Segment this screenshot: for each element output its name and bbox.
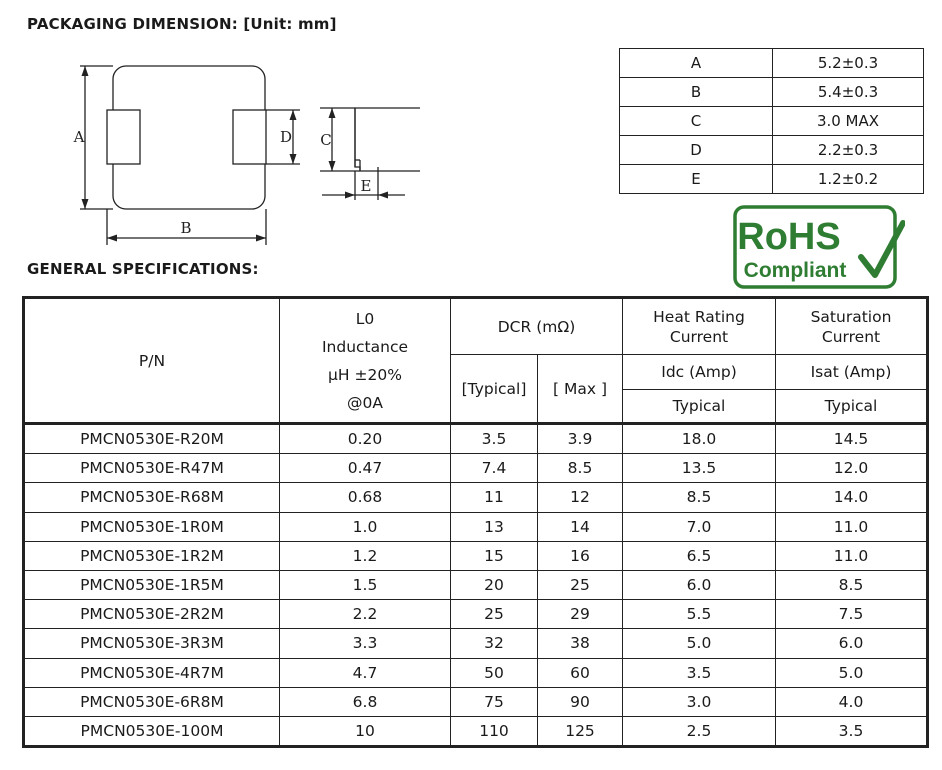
- dimension-table: [619, 48, 924, 194]
- dimension-key: B: [620, 78, 773, 107]
- header-idc: Idc (Amp): [623, 355, 776, 390]
- cell-idc-typical: 5.5: [623, 600, 776, 629]
- cell-isat-typical: 8.5: [776, 570, 928, 599]
- cell-dcr-typical: 110: [451, 716, 538, 746]
- cell-part-number: PMCN0530E-2R2M: [24, 600, 280, 629]
- table-row: [24, 483, 928, 512]
- general-specifications-title: GENERAL SPECIFICATIONS:: [27, 260, 259, 278]
- cell-part-number: PMCN0530E-4R7M: [24, 658, 280, 687]
- specification-body: [24, 424, 928, 747]
- dimension-key: D: [620, 136, 773, 165]
- header-saturation: [776, 298, 928, 355]
- cell-inductance: 0.47: [280, 454, 451, 483]
- cell-dcr-max: 14: [538, 512, 623, 541]
- table-row: [24, 687, 928, 716]
- header-isat-typical: Typical: [776, 390, 928, 424]
- table-row: [24, 658, 928, 687]
- table-row: [24, 570, 928, 599]
- side-view-body: [355, 108, 420, 171]
- header-heat-rating: [623, 298, 776, 355]
- dimension-value: 5.2±0.3: [773, 49, 924, 78]
- cell-inductance: 1.5: [280, 570, 451, 599]
- cell-dcr-max: 29: [538, 600, 623, 629]
- header-l0: L0: [355, 309, 375, 328]
- cell-part-number: PMCN0530E-3R3M: [24, 629, 280, 658]
- cell-inductance: 6.8: [280, 687, 451, 716]
- header-idc-typical: Typical: [623, 390, 776, 424]
- cell-dcr-typical: 32: [451, 629, 538, 658]
- cell-dcr-typical: 25: [451, 600, 538, 629]
- cell-dcr-max: 8.5: [538, 454, 623, 483]
- cell-part-number: PMCN0530E-1R5M: [24, 570, 280, 599]
- cell-dcr-max: 3.9: [538, 424, 623, 454]
- cell-isat-typical: 7.5: [776, 600, 928, 629]
- dimension-value: 1.2±0.2: [773, 165, 924, 194]
- cell-isat-typical: 14.0: [776, 483, 928, 512]
- header-dcr: DCR (mΩ): [451, 298, 623, 355]
- cell-part-number: PMCN0530E-R20M: [24, 424, 280, 454]
- cell-isat-typical: 3.5: [776, 716, 928, 746]
- packaging-drawing: [60, 55, 420, 250]
- cell-dcr-max: 38: [538, 629, 623, 658]
- cell-part-number: PMCN0530E-R47M: [24, 454, 280, 483]
- specification-table: [22, 296, 929, 748]
- cell-part-number: PMCN0530E-1R0M: [24, 512, 280, 541]
- cell-dcr-typical: 15: [451, 541, 538, 570]
- cell-inductance: 0.68: [280, 483, 451, 512]
- dimension-row: [620, 165, 924, 194]
- cell-inductance: 2.2: [280, 600, 451, 629]
- cell-dcr-typical: 75: [451, 687, 538, 716]
- cell-isat-typical: 11.0: [776, 541, 928, 570]
- cell-dcr-typical: 7.4: [451, 454, 538, 483]
- header-dcr-max: [ Max ]: [538, 355, 623, 424]
- terminal-right: [233, 110, 266, 164]
- cell-dcr-typical: 50: [451, 658, 538, 687]
- header-inductance-unit: µH ±20%: [328, 365, 402, 384]
- table-row: [24, 454, 928, 483]
- cell-isat-typical: 11.0: [776, 512, 928, 541]
- cell-idc-typical: 3.0: [623, 687, 776, 716]
- header-heat-line2: Current: [669, 327, 729, 346]
- cell-inductance: 0.20: [280, 424, 451, 454]
- table-row: [24, 629, 928, 658]
- cell-dcr-max: 16: [538, 541, 623, 570]
- dimension-row: [620, 136, 924, 165]
- header-inductance-label: Inductance: [321, 337, 409, 356]
- dimension-value: 3.0 MAX: [773, 107, 924, 136]
- cell-dcr-max: 60: [538, 658, 623, 687]
- header-heat-line1: Heat Rating: [653, 307, 745, 326]
- dimension-value: 5.4±0.3: [773, 78, 924, 107]
- terminal-left: [107, 110, 140, 164]
- header-pn: P/N: [24, 298, 280, 424]
- dimension-key: A: [620, 49, 773, 78]
- cell-dcr-typical: 20: [451, 570, 538, 599]
- cell-inductance: 10: [280, 716, 451, 746]
- cell-dcr-max: 25: [538, 570, 623, 599]
- compliant-text: Compliant: [743, 259, 847, 282]
- cell-isat-typical: 6.0: [776, 629, 928, 658]
- dimension-row: [620, 49, 924, 78]
- table-row: [24, 424, 928, 454]
- cell-dcr-typical: 11: [451, 483, 538, 512]
- cell-idc-typical: 8.5: [623, 483, 776, 512]
- header-dcr-typical: [Typical]: [451, 355, 538, 424]
- cell-inductance: 3.3: [280, 629, 451, 658]
- cell-idc-typical: 13.5: [623, 454, 776, 483]
- cell-idc-typical: 18.0: [623, 424, 776, 454]
- table-row: [24, 512, 928, 541]
- header-inductance-condition: @0A: [347, 393, 383, 412]
- cell-part-number: PMCN0530E-R68M: [24, 483, 280, 512]
- cell-dcr-max: 90: [538, 687, 623, 716]
- cell-part-number: PMCN0530E-6R8M: [24, 687, 280, 716]
- cell-inductance: 4.7: [280, 658, 451, 687]
- cell-idc-typical: 7.0: [623, 512, 776, 541]
- label-e: E: [360, 177, 372, 195]
- packaging-dimension-title: PACKAGING DIMENSION: [Unit: mm]: [27, 15, 337, 33]
- cell-idc-typical: 6.0: [623, 570, 776, 599]
- cell-isat-typical: 5.0: [776, 658, 928, 687]
- cell-idc-typical: 5.0: [623, 629, 776, 658]
- cell-dcr-typical: 13: [451, 512, 538, 541]
- dimension-value: 2.2±0.3: [773, 136, 924, 165]
- header-sat-line2: Current: [821, 327, 881, 346]
- dimension-row: [620, 107, 924, 136]
- cell-dcr-max: 125: [538, 716, 623, 746]
- cell-idc-typical: 2.5: [623, 716, 776, 746]
- table-row: [24, 541, 928, 570]
- cell-isat-typical: 12.0: [776, 454, 928, 483]
- header-isat: Isat (Amp): [776, 355, 928, 390]
- rohs-text: RoHS: [737, 216, 841, 258]
- label-c: C: [320, 131, 332, 149]
- label-a: A: [73, 128, 85, 146]
- table-row: [24, 716, 928, 746]
- cell-idc-typical: 6.5: [623, 541, 776, 570]
- table-row: [24, 600, 928, 629]
- cell-inductance: 1.2: [280, 541, 451, 570]
- cell-isat-typical: 4.0: [776, 687, 928, 716]
- cell-dcr-typical: 3.5: [451, 424, 538, 454]
- cell-isat-typical: 14.5: [776, 424, 928, 454]
- cell-dcr-max: 12: [538, 483, 623, 512]
- label-b: B: [180, 219, 192, 237]
- cell-idc-typical: 3.5: [623, 658, 776, 687]
- cell-part-number: PMCN0530E-100M: [24, 716, 280, 746]
- header-inductance: [280, 298, 451, 424]
- rohs-compliant-badge: [733, 205, 905, 291]
- cell-part-number: PMCN0530E-1R2M: [24, 541, 280, 570]
- label-d: D: [279, 128, 293, 146]
- dimension-key: C: [620, 107, 773, 136]
- dimension-row: [620, 78, 924, 107]
- header-sat-line1: Saturation: [810, 307, 892, 326]
- cell-inductance: 1.0: [280, 512, 451, 541]
- dimension-key: E: [620, 165, 773, 194]
